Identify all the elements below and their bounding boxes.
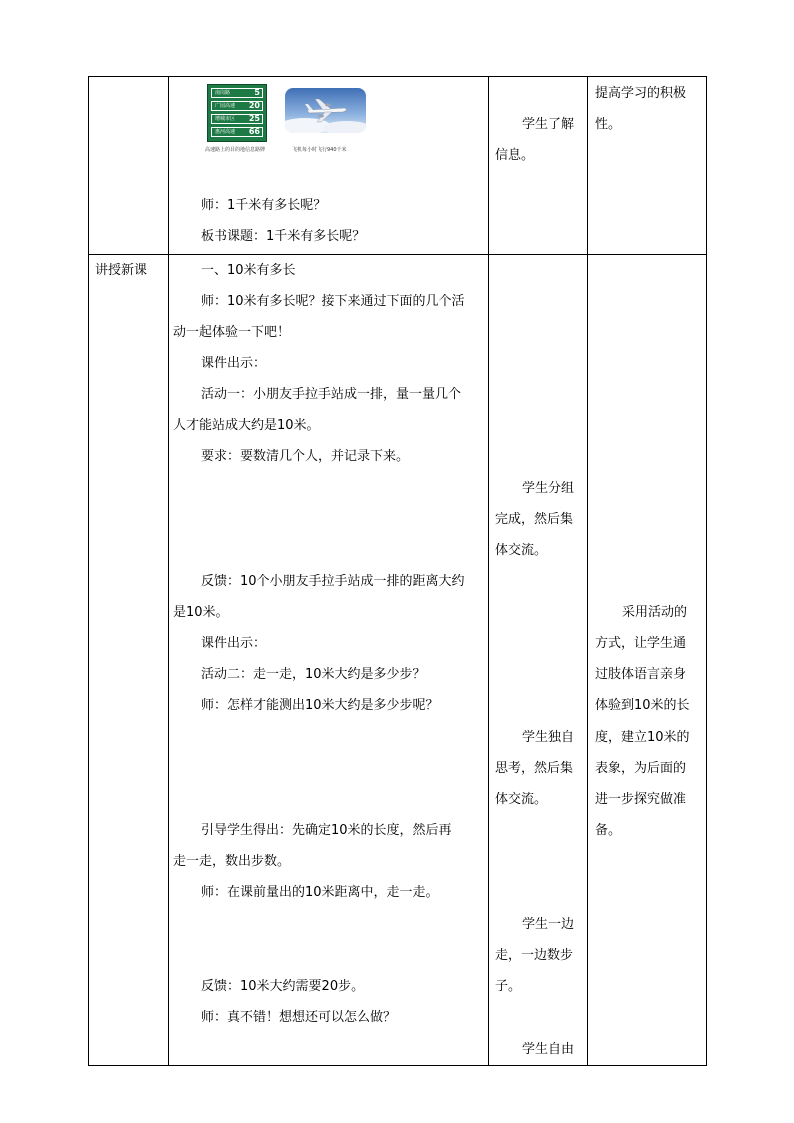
column-divider-3 — [587, 76, 588, 1066]
row-divider — [88, 254, 707, 255]
design-intent-line: 方式，让学生通 — [595, 636, 687, 651]
sign-distance: 25 — [248, 114, 260, 123]
table-bottom-border — [88, 1065, 707, 1066]
content-line: 引导学生得出：先确定10米的长度，然后再 — [201, 823, 452, 838]
sign-row — [211, 114, 263, 124]
content-line: 是10米。 — [173, 605, 229, 620]
content-line: 师：怎样才能测出10米大约是多少步呢？ — [201, 698, 439, 713]
student-activity-line: 信息。 — [495, 148, 535, 163]
design-intent-line: 提高学习的积极 — [595, 86, 687, 101]
student-activity-line: 学生一边 — [522, 917, 575, 932]
content-line: 走一走，数出步数。 — [173, 854, 291, 869]
table-top-border — [88, 76, 707, 77]
content-line: 活动二：走一走，10米大约是多少步？ — [201, 667, 426, 682]
content-line: 人才能站成大约是10米。 — [173, 418, 320, 433]
sign-row — [211, 127, 263, 137]
column-divider-2 — [488, 76, 489, 1066]
content-line: 活动一：小朋友手拉手站成一排，量一量几个 — [201, 387, 462, 402]
content-line: 师：真不错！想想还可以怎么做？ — [201, 1010, 397, 1025]
plane-image-caption: 飞机每小时飞行940千米 — [292, 147, 347, 153]
sign-destination: 增城市区 — [215, 116, 236, 122]
sign-row — [211, 101, 263, 111]
sign-distance: 66 — [248, 127, 260, 136]
airplane-image — [285, 88, 366, 133]
content-line: 师：10米有多长呢？接下来通过下面的几个活 — [201, 294, 465, 309]
content-line: 课件出示： — [201, 356, 267, 371]
student-activity-line: 子。 — [495, 979, 522, 994]
sign-destination: 广园高速 — [215, 103, 236, 109]
design-intent-line: 过肢体语言亲身 — [595, 667, 687, 682]
student-activity-line: 完成，然后集 — [495, 512, 574, 527]
sign-destination: 惠河高速 — [215, 129, 236, 135]
content-line: 师：在课前量出的10米距离中，走一走。 — [201, 885, 439, 900]
sign-distance: 5 — [254, 88, 260, 97]
column-divider-1 — [168, 76, 169, 1066]
sign-row — [211, 88, 263, 98]
sign-destination: 南岗路 — [215, 90, 231, 96]
content-line: 课件出示： — [201, 636, 267, 651]
student-activity-line: 学生自由 — [522, 1042, 575, 1057]
design-intent-line: 进一步探究做准 — [595, 792, 687, 807]
design-intent-line: 性。 — [595, 117, 622, 132]
table-left-border — [88, 76, 89, 1066]
student-activity-line: 学生了解 — [522, 117, 575, 132]
student-activity-line: 学生独自 — [522, 730, 575, 745]
student-activity-line: 体交流。 — [495, 792, 548, 807]
sign-distance: 20 — [248, 101, 260, 110]
stage-label: 讲授新课 — [95, 263, 148, 278]
airplane-icon — [285, 88, 366, 133]
table-right-border — [706, 76, 707, 1066]
content-line: 板书课题：1千米有多长呢？ — [201, 229, 366, 244]
content-line: 动一起体验一下吧！ — [173, 325, 291, 340]
content-line: 要求：要数清几个人，并记录下来。 — [201, 449, 410, 464]
content-line: 反馈：10个小朋友手拉手站成一排的距离大约 — [201, 574, 465, 589]
design-intent-line: 表象，为后面的 — [595, 761, 687, 776]
student-activity-line: 走，一边数步 — [495, 948, 574, 963]
student-activity-line: 学生分组 — [522, 481, 575, 496]
design-intent-line: 采用活动的 — [622, 605, 688, 620]
content-line: 反馈：10米大约需要20步。 — [201, 979, 365, 994]
design-intent-line: 体验到10米的长 — [595, 698, 690, 713]
content-line: 师：1千米有多长呢？ — [201, 198, 327, 213]
content-line: 一、10米有多长 — [201, 263, 296, 278]
highway-sign-image — [207, 84, 267, 142]
sign-image-caption: 高速路上的目的地信息路牌 — [205, 147, 266, 153]
student-activity-line: 体交流。 — [495, 543, 548, 558]
design-intent-line: 备。 — [595, 823, 622, 838]
design-intent-line: 度，建立10米的 — [595, 730, 690, 745]
student-activity-line: 思考，然后集 — [495, 761, 574, 776]
